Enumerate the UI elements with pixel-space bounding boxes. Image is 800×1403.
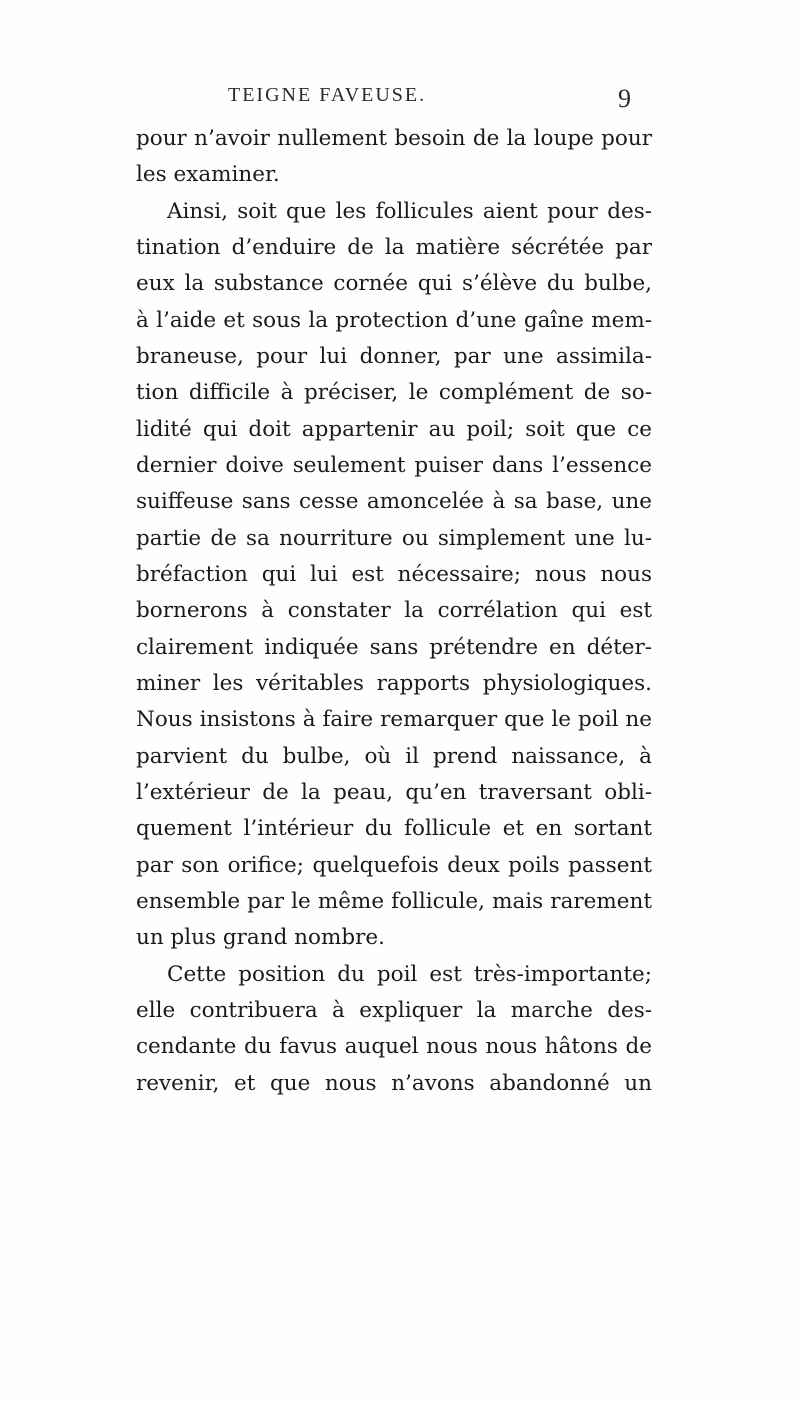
text-line: Nous insistons à faire remarquer que le poil ne [136,707,652,733]
text-line: eux la substance cornée qui s’élève du bulbe, [136,271,652,297]
text-line: bornerons à constater la corrélation qui est [136,598,652,624]
text-line: à l’aide et sous la protection d’une gaîne mem- [136,307,652,333]
text-line: revenir, et que nous n’avons abandonné un [136,1070,652,1096]
text-line: suiffeuse sans cesse amoncelée à sa base, une [136,489,652,515]
text-line: par son orifice; quelquefois deux poils passent [136,852,652,878]
text-line: elle contribuera à expliquer la marche des- [136,997,652,1023]
text-line: un plus grand nombre. [136,925,385,951]
text-line: partie de sa nourriture ou simplement une lu- [136,525,652,551]
text-line: pour n’avoir nullement besoin de la loupe pour [136,126,652,151]
text-line: ensemble par le même follicule, mais rarement [136,888,652,914]
body-text [136,121,652,1102]
text-line: lidité qui doit appartenir au poil; soit que ce [136,416,652,442]
text-line: Ainsi, soit que les follicules aient pour des- [167,198,652,224]
text-line: Cette position du poil est très-importante; [167,961,652,987]
text-line: tion difficile à préciser, le complément de so- [136,380,652,406]
text-line: tination d’enduire de la matière sécrétée par [136,234,652,260]
text-line: clairement indiquée sans prétendre en déter- [136,634,652,660]
text-line: parvient du bulbe, où il prend naissance, à [136,743,652,769]
text-line: bréfaction qui lui est nécessaire; nous nous [136,561,652,587]
text-line: quement l’intérieur du follicule et en sortant [136,816,652,842]
text-line: l’extérieur de la peau, qu’en traversant obli- [136,779,652,805]
text-line: miner les véritables rapports physiologiques. [136,670,652,696]
text-line: braneuse, pour lui donner, par une assimila- [136,343,652,369]
page-number: 9 [618,84,631,113]
text-line: cendante du favus auquel nous nous hâtons de [136,1034,652,1060]
text-line: dernier doive seulement puiser dans l’essence [136,452,652,478]
text-line: les examiner. [136,162,280,188]
running-head: TEIGNE FAVEUSE. [228,84,427,106]
